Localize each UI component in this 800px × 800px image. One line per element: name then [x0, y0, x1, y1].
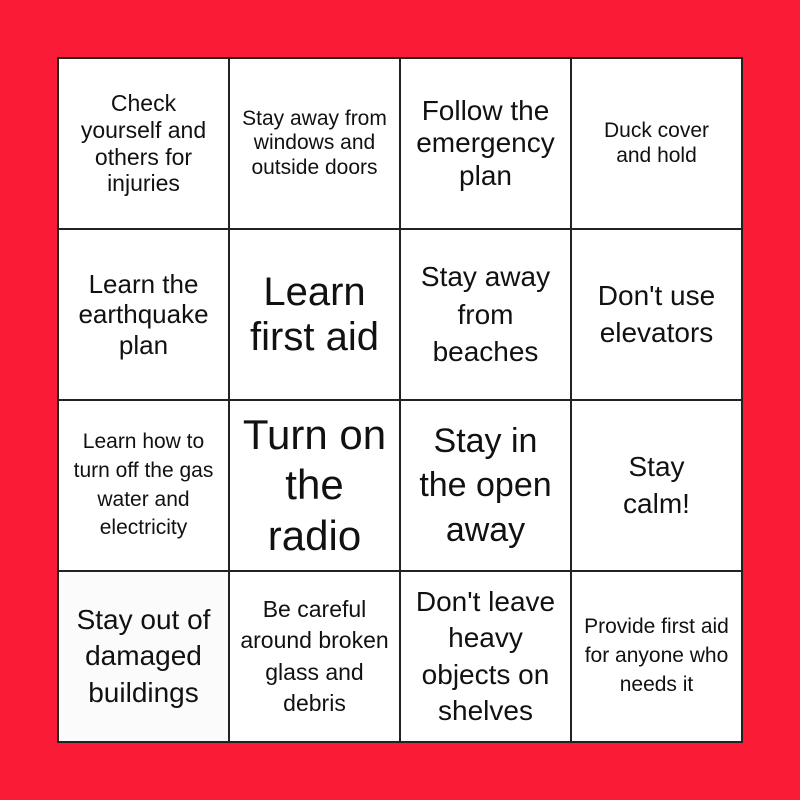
bingo-cell[interactable]	[572, 401, 741, 570]
cell-label: Don't leave heavy objects on shelves	[415, 585, 556, 726]
cell-label: Check yourself and others for injuries	[80, 90, 207, 197]
cell-label: Stay in the open away	[419, 422, 552, 549]
bingo-cell[interactable]	[230, 401, 399, 570]
bingo-cell[interactable]	[401, 59, 570, 228]
cell-label: Stay away from windows and outside doors	[242, 106, 387, 179]
bingo-cell[interactable]	[59, 230, 228, 399]
bingo-cell[interactable]	[59, 401, 228, 570]
cell-label: Don't use elevators	[597, 280, 716, 348]
cell-label: Turn on the radio	[242, 410, 387, 559]
bingo-cell[interactable]	[401, 572, 570, 741]
cell-label: Learn the earthquake plan	[78, 269, 209, 360]
bingo-board	[57, 57, 743, 743]
bingo-cell[interactable]	[401, 230, 570, 399]
bingo-cell[interactable]	[230, 572, 399, 741]
cell-label: Be careful around broken glass and debris	[240, 596, 389, 716]
bingo-cell[interactable]	[59, 572, 228, 741]
bingo-cell[interactable]	[572, 230, 741, 399]
bingo-cell[interactable]	[572, 572, 741, 741]
cell-label: Learn first aid	[250, 269, 379, 359]
cell-label: Stay calm!	[623, 451, 690, 519]
bingo-cell[interactable]	[230, 59, 399, 228]
cell-label: Provide first aid for anyone who needs it	[584, 615, 729, 696]
cell-label: Follow the emergency plan	[416, 94, 555, 191]
bingo-cell[interactable]	[230, 230, 399, 399]
cell-label: Duck cover and hold	[603, 119, 710, 167]
bingo-cell[interactable]	[401, 401, 570, 570]
cell-label: Learn how to turn off the gas water and electricity	[73, 429, 214, 540]
cell-label: Stay out of damaged buildings	[76, 603, 211, 708]
bingo-cell[interactable]	[572, 59, 741, 228]
cell-label: Stay away from beaches	[420, 260, 551, 368]
bingo-cell[interactable]	[59, 59, 228, 228]
